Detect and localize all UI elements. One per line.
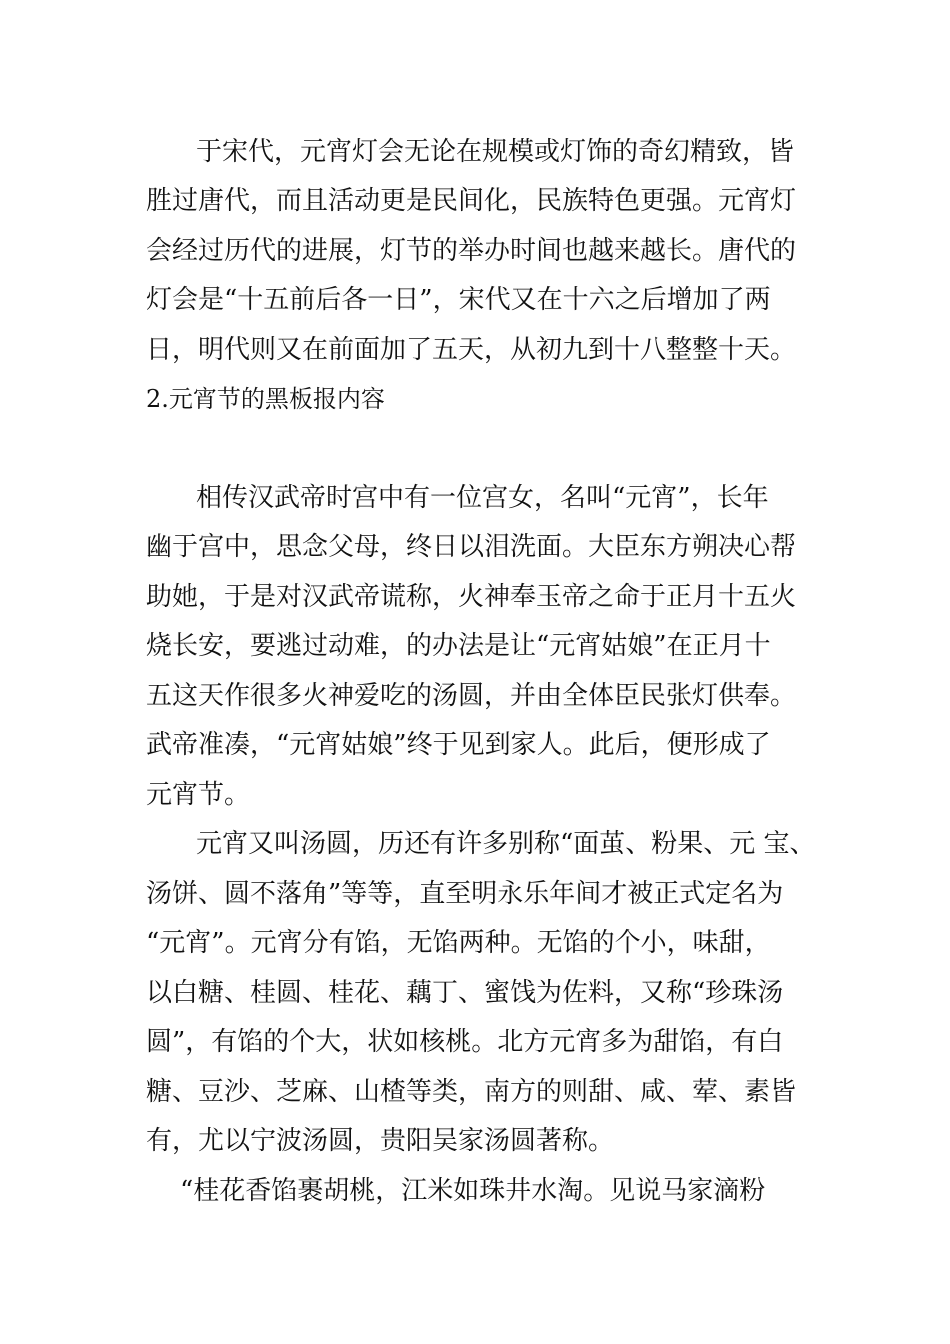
section-heading: 2.元宵节的黑板报内容 [146, 385, 385, 413]
paragraph-line: 胜过唐代，而且活动更是民间化，民族特色更强。元宵灯 [146, 186, 797, 216]
paragraph-line: 于宋代，元宵灯会无论在规模或灯饰的奇幻精致，皆 [196, 137, 795, 167]
paragraph-line: 汤饼、圆不落角”等等，直至明永乐年间才被正式定名为 [146, 879, 784, 909]
paragraph-line: 以白糖、桂圆、桂花、藕丁、蜜饯为佐料，又称“珍珠汤 [146, 978, 784, 1008]
paragraph-line: 武帝准凑，“元宵姑娘”终于见到家人。此后，便形成了 [146, 730, 771, 760]
paragraph-line: 五这天作很多火神爱吃的汤圆，并由全体臣民张灯供奉。 [146, 681, 797, 711]
paragraph-line: 相传汉武帝时宫中有一位宫女，名叫“元宵”，长年 [196, 483, 769, 513]
paragraph-line: 有，尤以宁波汤圆，贵阳吴家汤圆著称。 [146, 1126, 615, 1156]
paragraph-line: 元宵节。 [146, 780, 251, 810]
paragraph-line: 助她，于是对汉武帝谎称，火神奉玉帝之命于正月十五火 [146, 582, 797, 612]
paragraph-line: “桂花香馅裹胡桃，江米如珠井水淘。见说马家滴粉 [180, 1176, 766, 1206]
paragraph-line: 圆”，有馅的个大，状如核桃。北方元宵多为甜馅，有白 [146, 1027, 784, 1057]
paragraph-line: “元宵”。元宵分有馅，无馅两种。无馅的个小，味甜， [146, 928, 771, 958]
paragraph-line: 幽于宫中，思念父母，终日以泪洗面。大臣东方朔决心帮 [146, 532, 797, 562]
paragraph-line: 糖、豆沙、芝麻、山楂等类，南方的则甜、咸、荤、素皆 [146, 1077, 797, 1107]
paragraph-line: 灯会是“十五前后各一日”，宋代又在十六之后增加了两 [146, 285, 771, 315]
paragraph-line: 日，明代则又在前面加了五天，从初九到十八整整十天。 [146, 335, 797, 365]
paragraph-line: 会经过历代的进展，灯节的举办时间也越来越长。唐代的 [146, 236, 797, 266]
paragraph-line: 元宵又叫汤圆，历还有许多别称“面茧、粉果、元 宝、 [196, 829, 816, 859]
paragraph-line: 烧长安，要逃过动难，的办法是让“元宵姑娘”在正月十 [146, 631, 771, 661]
